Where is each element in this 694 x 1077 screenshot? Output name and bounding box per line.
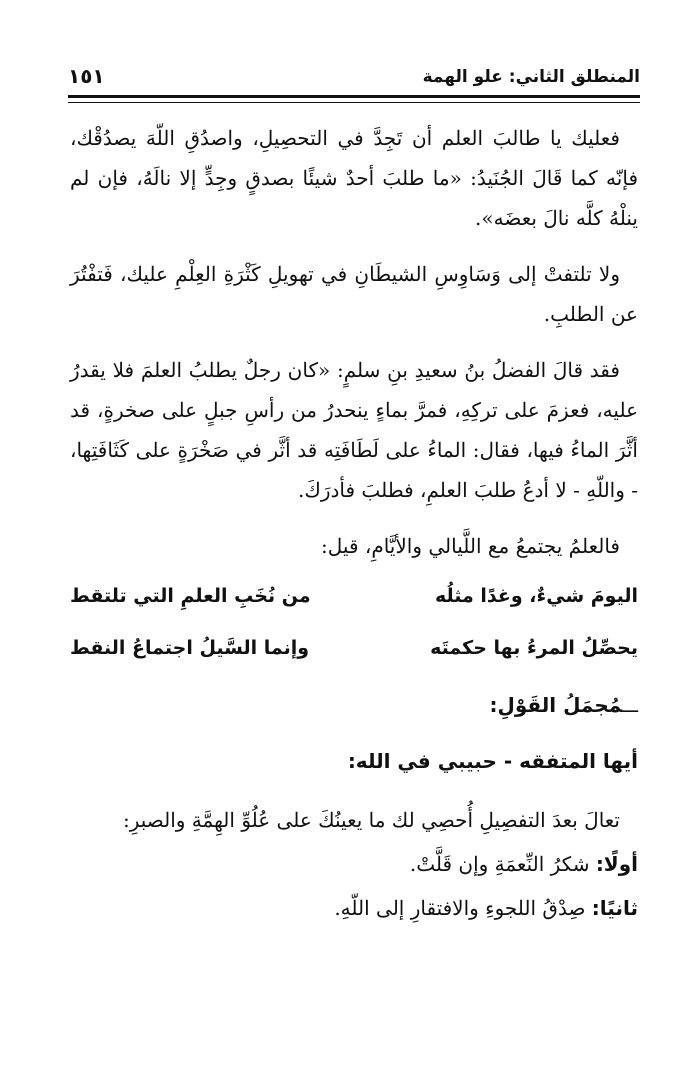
paragraph: فعليك يا طالبَ العلم أن تَجِدَّ في التحصِيلِ، واصدُقِ اللّهَ يصدُقْك، فإنّه كما قَالَ الجُنَيدُ: «ما طلبَ أحدٌ شيئًا بصدقٍ وجِدٍّ إلا نالَهُ، فإن لم ينلْهُ كلَّه نالَ بعضَه». [70,126,638,230]
heading-mark: ـــ [622,696,638,717]
list-text: شكرُ النِّعمَةِ وإن قَلَّتْ. [409,852,590,876]
verse-first-hemistich: اليومَ شيءٌ، وغدًا مثلُه [435,585,638,607]
poem [70,570,638,674]
list-item [70,842,638,886]
section-heading-summary [70,688,638,724]
verse-second-hemistich: من نُخَبِ العلمِ التي تلتقط [70,585,311,607]
page-number: ١٥١ [68,64,105,88]
running-head: المنطلق الثاني: علو الهمة [422,67,640,87]
list-item [70,886,638,930]
paragraph: فقد قالَ الفضلُ بنُ سعيدِ بنِ سلمٍ: «كان رجلٌ يطلبُ العلمَ فلا يقدرُ عليه، فعزمَ على تركِهِ، فمرَّ بماءٍ ينحدرُ من رأسِ جبلٍ على صخرةٍ، قد أثَّرَ الماءُ فيها، فقال: الماءُ على لَطَافَتِه قد أثَّر في صَخْرَةٍ على كَثَافَتِها، - واللّهِ - لا أدعُ طلبَ العلمِ، فطلبَ فأدرَكَ. [70,358,638,502]
list-text: صِدْقُ اللجوءِ والافتقارِ إلى اللّهِ. [334,896,586,920]
poem-verse [70,570,638,622]
page-header [68,52,640,86]
header-rule-thin [68,102,640,103]
poem-verse [70,622,638,674]
verse-first-hemistich: يحصِّلُ المرءُ بها حكمتَه [430,637,638,659]
page-body [70,118,638,930]
paragraph: ولا تلتفتْ إلى وَسَاوِسِ الشيطَانِ في تهويلِ كَثْرَةِ العِلْمِ عليك، فَتفْتُرَ عن الطلبِ. [70,262,638,326]
heading-text: مُجمَلُ القَوْلِ: [489,693,623,717]
intro-line: تعالَ بعدَ التفصِيلِ أُحصِي لك ما يعينُكَ على عُلُوِّ الهِمَّةِ والصبرِ: [122,808,620,832]
list-ordinal: أولًا: [595,852,638,876]
paragraph: فالعلمُ يجتمعُ مع اللَّيالي والأيَّامِ، قيل: [321,534,620,558]
header-rule-thick [68,95,640,98]
section-heading-address: أيها المتفقه - حبيبي في الله: [347,749,638,773]
list-ordinal: ثانيًا: [591,896,638,920]
verse-second-hemistich: وإنما السَّيلُ اجتماعُ النقط [70,637,310,659]
